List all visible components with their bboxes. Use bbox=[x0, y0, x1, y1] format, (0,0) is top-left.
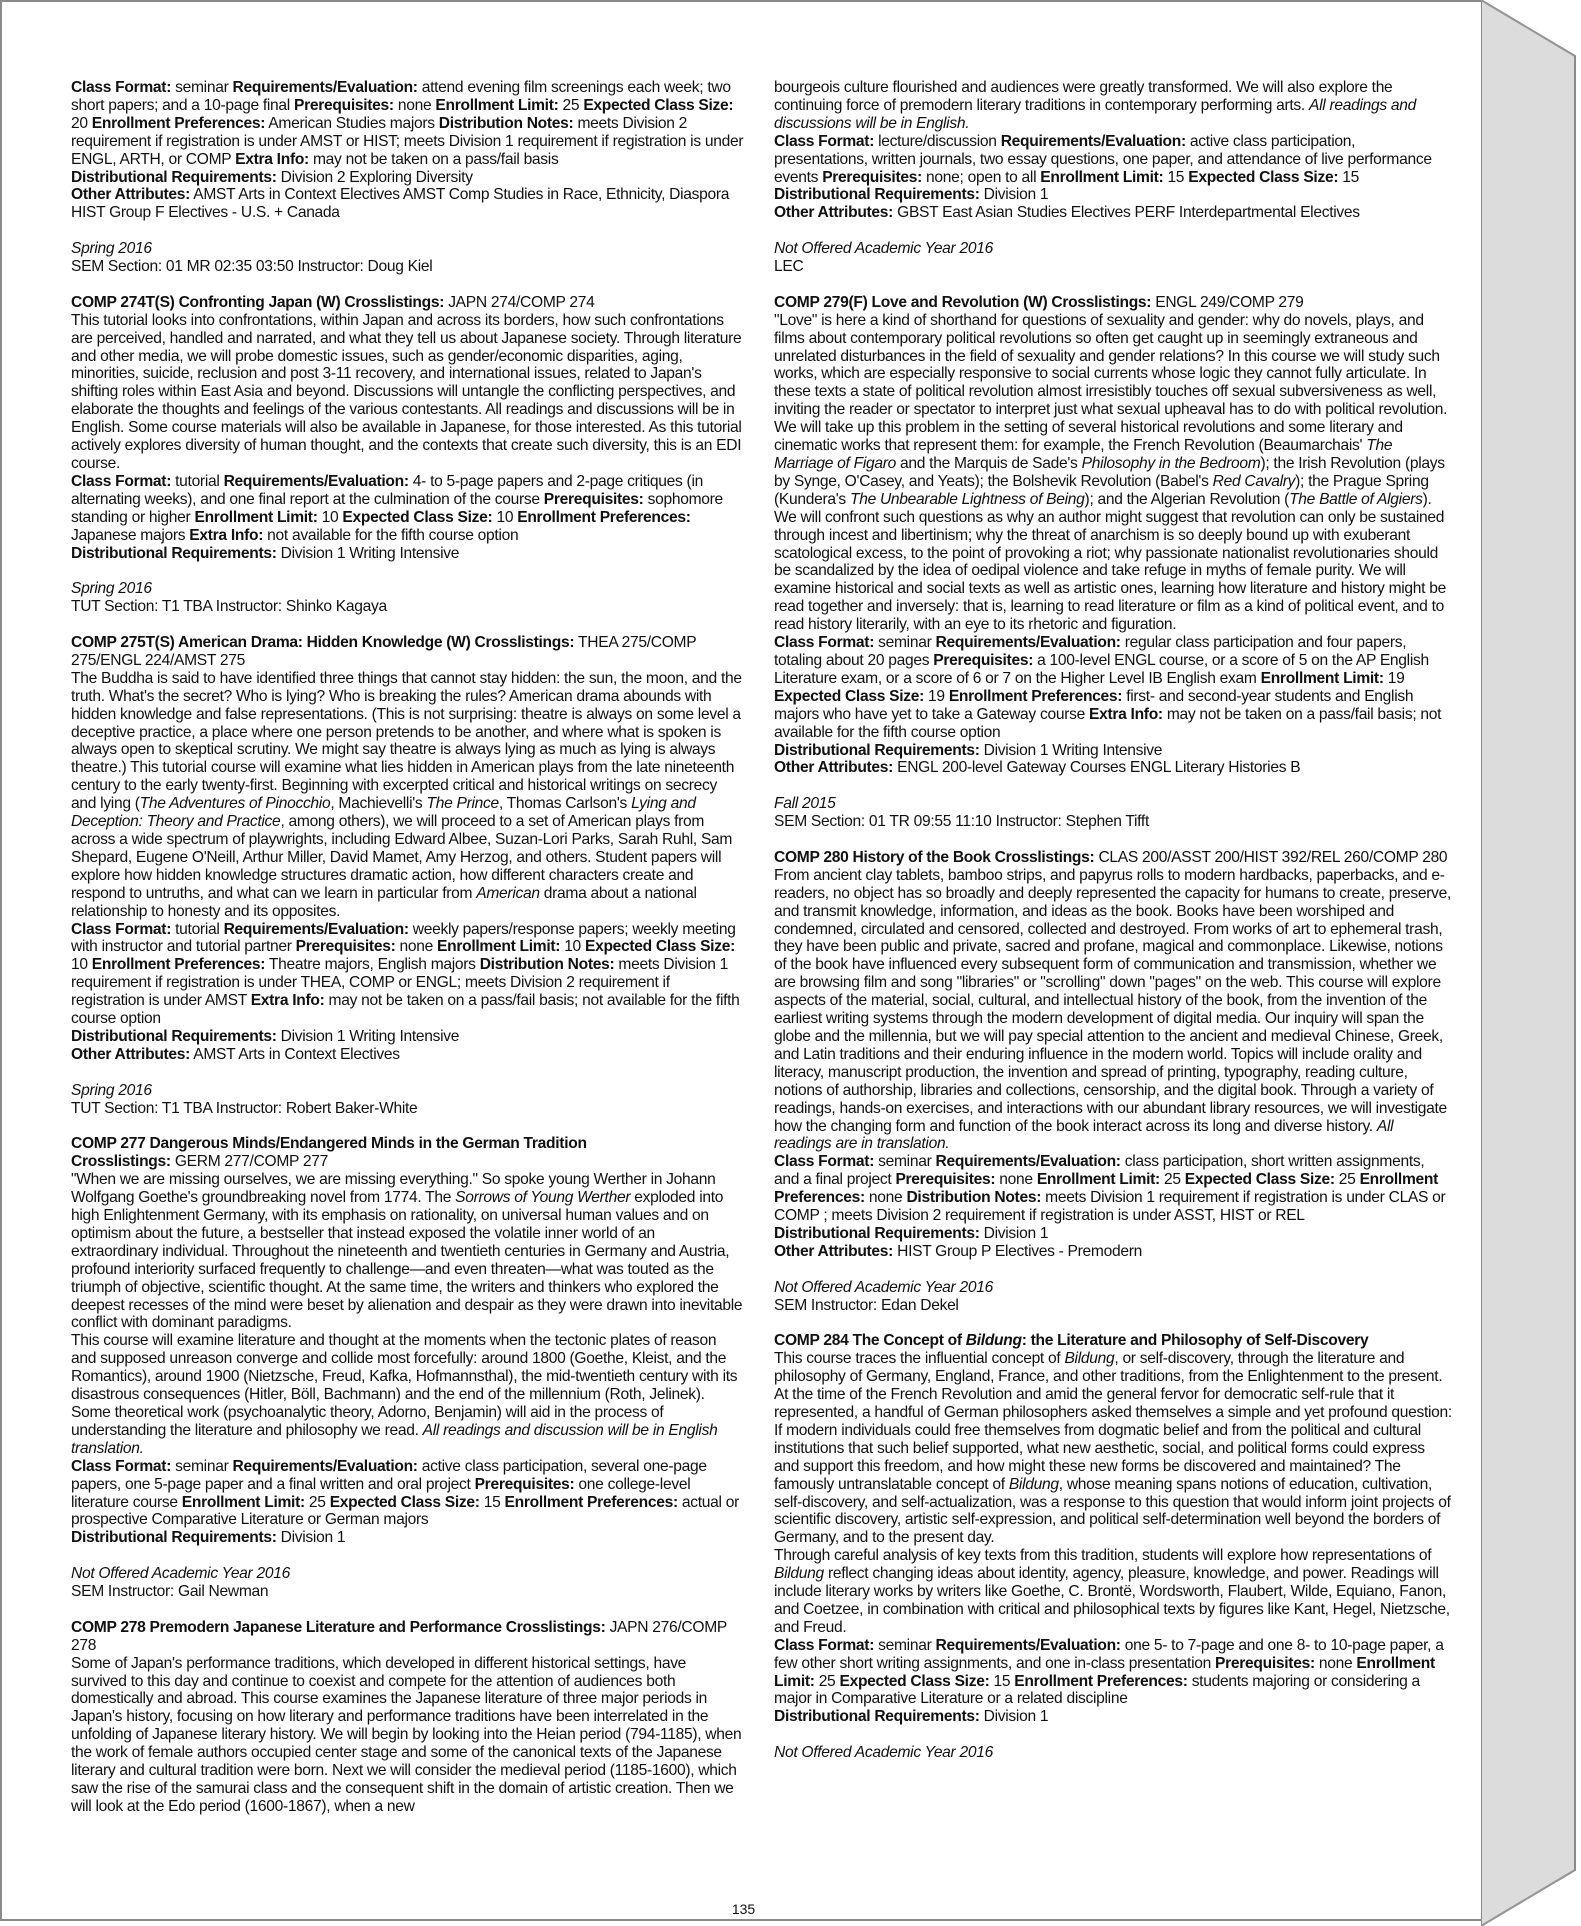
label-requirements: Requirements/Evaluation: bbox=[935, 634, 1121, 652]
label-distributional: Distributional Requirements: bbox=[774, 741, 980, 759]
section-line: SEM Instructor: Gail Newman bbox=[71, 1583, 269, 1601]
value-prerequisites: sophomore standing or higher bbox=[71, 490, 723, 526]
value-distribution-notes: meets Division 1 requirement if registration is under CLAS or COMP ; meets Division 2 requirement if registration is under ASST, HIST or REL bbox=[774, 1189, 1446, 1225]
value-distributional: Division 2 Exploring Diversity bbox=[276, 168, 473, 186]
description-text: , Machievelli's bbox=[330, 795, 427, 813]
attributes-line bbox=[71, 1046, 745, 1064]
value-requirements: class participation, short written assignments, and a final project bbox=[774, 1153, 1425, 1189]
label-extra-info: Extra Info: bbox=[189, 526, 264, 544]
value-requirements: weekly papers/response papers; weekly meeting with instructor and tutorial partner bbox=[71, 920, 736, 956]
description-text: , Thomas Carlson's bbox=[498, 795, 632, 813]
crosslistings-line bbox=[71, 1153, 745, 1171]
description-text: ); the Prague Spring (Kundera's bbox=[774, 472, 1429, 508]
description-text: , among others), we will proceed to a set of American plays from across a wide spectrum of playwrights, including Edward Albee, Suzan-Lori Parks, Sarah Ruhl, Sam Shepard, Eugene O'Neill, Arthur Miller, David Mamet, Amy Herzog, and others. Student papers will explore how hidden knowledge structures dramatic action, how different characters create and respond to untruths, and what can we learn in particular from bbox=[71, 813, 733, 902]
section-line: TUT Section: T1 TBA Instructor: Robert Baker-White bbox=[71, 1099, 418, 1117]
course-entry-comp-278 bbox=[71, 1619, 745, 1816]
distributional-line bbox=[71, 1028, 745, 1046]
value-expected-size: 15 bbox=[479, 1493, 505, 1511]
label-expected-size: Expected Class Size: bbox=[584, 938, 735, 956]
value-enrollment-limit: 25 bbox=[1159, 1171, 1185, 1189]
description-text: This course traces the influential concept of bbox=[774, 1350, 1065, 1368]
term: Spring 2016 bbox=[71, 580, 152, 598]
course-heading bbox=[774, 294, 1452, 312]
value-expected-size: 20 bbox=[71, 114, 92, 132]
italic-title: Philosophy in the Bedroom bbox=[1081, 455, 1261, 472]
course-title: COMP 275T(S) American Drama: Hidden Knowledge (W) Crosslistings: bbox=[71, 634, 575, 652]
value-enrollment-preferences: students majoring or considering a major in Comparative Literature or a related discipline bbox=[774, 1672, 1420, 1708]
label-enrollment-limit: Enrollment Limit: bbox=[181, 1493, 305, 1511]
course-title: COMP 280 History of the Book Crosslistings: bbox=[774, 848, 1095, 866]
value-prerequisites: none bbox=[395, 938, 438, 956]
description-text: drama about a national relationship to honesty and its opposites. bbox=[71, 884, 697, 920]
course-description: Some of Japan's performance traditions, which developed in different historical settings, have survived to this day and continue to coexist and compete for the attention of audiences both domestically and abroad. This course examines the Japanese literature of three major periods in Japan's history, focusing on how literary and performance traditions have been interrelated in the unfolding of Japanese literary history. We will begin by looking into the Heian period (794-1185), when the work of female authors occupied center stage and some of the canonical texts of the Japanese literary and cultural tradition were born. Next we will consider the medieval period (1185-1600), which saw the rise of the samurai class and the consequent shift in the domain of artistic creation. Then we will look at the Edo period (1600-1867), when a new bbox=[71, 1654, 742, 1815]
label-distributional: Distributional Requirements: bbox=[71, 544, 277, 562]
value-other-attributes: AMST Arts in Context Electives AMST Comp Studies in Race, Ethnicity, Diaspora HIST Group F Electives - U.S. + Canada bbox=[71, 186, 730, 222]
course-description: This tutorial looks into confrontations, within Japan and across its borders, how such confrontations are perceived, handled and narrated, and what they tell us about Japanese society. Through literature and other media, we will probe domestic issues, such as gender/economic disparities, aging, minorities, suicide, reclusion and post 3-11 recovery, and international issues, related to Japan's shifting roles within East Asia and beyond. Discussions will untangle the conflicting perspectives, and elaborate the thoughts and feelings of the various contestants. All readings and discussions will be in English. Some course materials will also be available in Japanese, for those interested. As this tutorial actively explores diversity of human thought, and the contexts that create such diversity, this is an EDI course. bbox=[71, 311, 742, 472]
label-enrollment-limit: Enrollment Limit: bbox=[435, 96, 559, 114]
value-class-format: tutorial bbox=[171, 920, 224, 938]
distributional-line bbox=[71, 169, 745, 187]
italic-term: Bildung bbox=[1008, 1475, 1059, 1493]
label-distributional: Distributional Requirements: bbox=[774, 1224, 980, 1242]
course-title: COMP 279(F) Love and Revolution (W) Crosslistings: bbox=[774, 293, 1152, 311]
course-heading bbox=[71, 1619, 745, 1655]
value-class-format: tutorial bbox=[171, 472, 224, 490]
course-heading bbox=[71, 634, 745, 670]
label-requirements: Requirements/Evaluation: bbox=[232, 79, 418, 96]
value-requirements: active class participation, several one-page papers, one 5-page paper and a final written and oral project bbox=[71, 1457, 707, 1493]
value-distributional: Division 1 bbox=[979, 186, 1049, 204]
value-other-attributes: ENGL 200-level Gateway Courses ENGL Literary Histories B bbox=[893, 759, 1301, 777]
course-title: COMP 278 Premodern Japanese Literature and Performance Crosslistings: bbox=[71, 1618, 606, 1636]
italic-title: The Prince bbox=[426, 795, 499, 813]
course-details bbox=[71, 473, 745, 545]
label-enrollment-preferences: Enrollment Preferences: bbox=[517, 508, 691, 526]
label-enrollment-preferences: Enrollment Preferences: bbox=[774, 1171, 1439, 1207]
label-distributional: Distributional Requirements: bbox=[71, 1529, 277, 1547]
value-expected-size: 15 bbox=[1338, 168, 1360, 186]
description-text: and the Marquis de Sade's bbox=[896, 455, 1082, 472]
section-info bbox=[774, 795, 1452, 831]
section-info bbox=[774, 1744, 1452, 1762]
section-info bbox=[774, 1279, 1452, 1315]
value-distributional: Division 1 bbox=[276, 1529, 346, 1547]
value-prerequisites: none bbox=[995, 1171, 1037, 1189]
value-enrollment-preferences: American Studies majors bbox=[265, 114, 439, 132]
value-requirements: active class participation, presentations, written journals, two essay questions, one paper, and attendance of live performance events bbox=[774, 132, 1432, 186]
section-line: LEC bbox=[774, 258, 804, 276]
term: Not Offered Academic Year 2016 bbox=[774, 1278, 993, 1296]
crosslistings: JAPN 276/COMP 278 bbox=[71, 1618, 727, 1654]
value-distributional: Division 1 bbox=[979, 1708, 1049, 1726]
course-details bbox=[774, 1153, 1452, 1225]
italic-title: American bbox=[476, 884, 540, 902]
distributional-line bbox=[774, 1225, 1452, 1243]
crosslistings: JAPN 274/COMP 274 bbox=[444, 293, 595, 311]
course-description bbox=[774, 1547, 1452, 1637]
value-requirements: one 5- to 7-page and one 8- to 10-page paper, a few other short writing assignments, and one in-class presentation bbox=[774, 1636, 1444, 1672]
label-prerequisites: Prerequisites: bbox=[822, 168, 922, 186]
label-enrollment-preferences: Enrollment Preferences: bbox=[91, 956, 266, 974]
value-class-format: seminar bbox=[171, 79, 233, 96]
value-other-attributes: HIST Group P Electives - Premodern bbox=[893, 1242, 1142, 1260]
course-description bbox=[774, 867, 1452, 1154]
label-class-format: Class Format: bbox=[71, 1457, 172, 1475]
label-enrollment-limit: Enrollment Limit: bbox=[194, 508, 318, 526]
label-extra-info: Extra Info: bbox=[235, 150, 309, 168]
section-line: SEM Section: 01 TR 09:55 11:10 Instructor: Stephen Tifft bbox=[774, 813, 1150, 831]
label-class-format: Class Format: bbox=[774, 1636, 875, 1654]
course-description bbox=[774, 1350, 1452, 1547]
course-entry-comp-279 bbox=[774, 294, 1452, 777]
label-other-attributes: Other Attributes: bbox=[774, 1242, 894, 1260]
label-expected-size: Expected Class Size: bbox=[1188, 168, 1339, 186]
course-description bbox=[774, 79, 1452, 133]
course-entry-comp-284 bbox=[774, 1332, 1452, 1726]
section-info bbox=[71, 580, 745, 616]
distributional-line bbox=[774, 742, 1452, 760]
italic-note: All readings and discussions will be in English. bbox=[774, 96, 1417, 132]
label-prerequisites: Prerequisites: bbox=[294, 96, 394, 114]
course-details bbox=[774, 634, 1452, 741]
section-info bbox=[71, 240, 745, 276]
label-enrollment-limit: Enrollment Limit: bbox=[437, 938, 561, 956]
section-info bbox=[71, 1565, 745, 1601]
description-text: ); the Irish Revolution (plays by Synge, O'Casey, and Yeats); the Bolshevik Revolution (Babel's bbox=[774, 455, 1445, 490]
label-distribution-notes: Distribution Notes: bbox=[479, 956, 615, 974]
value-class-format: seminar bbox=[874, 1636, 936, 1654]
label-requirements: Requirements/Evaluation: bbox=[935, 1636, 1121, 1654]
course-details bbox=[774, 1637, 1452, 1709]
title-italic: Bildung bbox=[965, 1332, 1022, 1350]
term: Not Offered Academic Year 2016 bbox=[774, 1744, 993, 1762]
description-text: From ancient clay tablets, bamboo strips, and papyrus rolls to modern hardbacks, paperbacks, and e-readers, no object has so broadly and deeply represented the capacity for humans to create, preserve, and transmit knowledge, information, and ideas as the book. Books have been worshiped and condemned, circulated and censored, collected and destroyed. From works of art to ephemeral trash, they have been public and private, sacred and profane, magical and commonplace. Likewise, notions of the book have influenced every subsequent form of communication and transmission, whether we are browsing film and song "libraries" or "scrolling" down "pages" on the web. This course will explore aspects of the material, social, cultural, and intellectual history of the book, from the invention of the earliest writing systems through the modern development of digital media. Our inquiry will span the globe and the millennia, but we will pay special attention to the ancient and medieval Chinese, Greek, and Latin traditions and their enduring influence in the modern world. Topics will include orality and literacy, manuscript production, the invention and spread of printing, typography, reading culture, notions of authorship, libraries and collections, censorship, and the digital book. Through a variety of readings, hands-on exercises, and interactions with our abundant library resources, we will investigate how the changing form and function of the book interact across its long and diverse history. bbox=[774, 866, 1452, 1135]
distributional-line bbox=[774, 186, 1452, 204]
value-expected-size: 10 bbox=[71, 956, 92, 974]
course-heading bbox=[774, 849, 1452, 867]
crosslistings: ENGL 249/COMP 279 bbox=[1151, 293, 1304, 311]
label-expected-size: Expected Class Size: bbox=[329, 1493, 480, 1511]
value-expected-size: 25 bbox=[1334, 1171, 1360, 1189]
label-distributional: Distributional Requirements: bbox=[71, 168, 277, 186]
value-prerequisites: one college-level literature course bbox=[71, 1475, 691, 1511]
label-prerequisites: Prerequisites: bbox=[543, 490, 644, 508]
italic-title: The Battle of Algiers bbox=[1289, 490, 1423, 508]
course-details bbox=[774, 133, 1452, 187]
distributional-line bbox=[71, 1529, 745, 1547]
description-text: This course will examine literature and thought at the moments when the tectonic plates of reason and supposed unreason converge and collide most forcefully: around 1800 (Goethe, Kleist, and the Romantics), around 1900 (Nietzsche, Freud, Kafka, Hofmannsthal), the mid-twentieth century with its disastrous consequences (Hitler, Böll, Bachmann) and the end of the millennium (Roth, Jelinek). Some theoretical work (psychoanalytic theory, Adorno, Benjamin) will aid in the process of understanding the literature and philosophy we read. bbox=[71, 1332, 738, 1439]
italic-note: All readings are in translation. bbox=[774, 1117, 1394, 1153]
value-enrollment-limit: 15 bbox=[1163, 168, 1189, 186]
label-requirements: Requirements/Evaluation: bbox=[1000, 132, 1186, 150]
course-entry-comp-275 bbox=[71, 634, 745, 1064]
label-enrollment-preferences: Enrollment Preferences: bbox=[948, 687, 1123, 705]
label-expected-size: Expected Class Size: bbox=[342, 508, 493, 526]
value-extra-info: may not be taken on a pass/fail basis bbox=[308, 150, 559, 168]
italic-term: Bildung bbox=[1064, 1350, 1115, 1368]
value-distributional: Division 1 Writing Intensive bbox=[979, 741, 1163, 759]
description-text: reflect changing ideas about identity, agency, pleasure, knowledge, and power. Readings will include literary works by writers like Goethe, C. Brontë, Wordsworth, Flaubert, Wilde, Equiano, Fanon, and Coetzee, in combination with critical and philosophical texts by figures like Kant, Hegel, Nietzsche, and Freud. bbox=[774, 1565, 1450, 1636]
value-enrollment-preferences: none bbox=[864, 1189, 907, 1207]
distributional-line bbox=[774, 1708, 1452, 1726]
crosslistings: CLAS 200/ASST 200/HIST 392/REL 260/COMP 280 bbox=[1094, 848, 1448, 866]
label-requirements: Requirements/Evaluation: bbox=[223, 920, 409, 938]
course-heading bbox=[71, 294, 745, 312]
label-enrollment-preferences: Enrollment Preferences: bbox=[504, 1493, 678, 1511]
description-text: bourgeois culture flourished and audiences were greatly transformed. We will also explore the continuing force of premodern literary traditions in contemporary performing arts. bbox=[774, 79, 1393, 114]
label-prerequisites: Prerequisites: bbox=[295, 938, 396, 956]
course-details bbox=[71, 921, 745, 1028]
italic-title: Sorrows of Young Werther bbox=[455, 1189, 631, 1207]
section-line: SEM Instructor: Edan Dekel bbox=[774, 1296, 959, 1314]
italic-note: All readings and discussion will be in English translation. bbox=[71, 1421, 718, 1457]
label-expected-size: Expected Class Size: bbox=[1184, 1171, 1335, 1189]
label-distributional: Distributional Requirements: bbox=[71, 1027, 277, 1045]
value-requirements: attend evening film screenings each week; two short papers; and a 10-page final bbox=[71, 79, 731, 114]
value-prerequisites: none bbox=[393, 96, 436, 114]
section-info bbox=[71, 1082, 745, 1118]
value-class-format: seminar bbox=[171, 1457, 233, 1475]
label-class-format: Class Format: bbox=[71, 472, 172, 490]
course-entry-comp-280 bbox=[774, 849, 1452, 1261]
course-title: COMP 274T(S) Confronting Japan (W) Crosslistings: bbox=[71, 293, 445, 311]
value-class-format: seminar bbox=[874, 634, 936, 652]
value-enrollment-limit: 10 bbox=[560, 938, 585, 956]
label-expected-size: Expected Class Size: bbox=[583, 96, 734, 114]
value-enrollment-preferences: actual or prospective Comparative Literature or German majors bbox=[71, 1493, 740, 1529]
value-distributional: Division 1 bbox=[979, 1224, 1049, 1242]
course-details bbox=[71, 1458, 745, 1530]
label-distributional: Distributional Requirements: bbox=[774, 186, 980, 204]
term: Fall 2015 bbox=[774, 795, 836, 813]
label-requirements: Requirements/Evaluation: bbox=[232, 1457, 418, 1475]
course-details-text bbox=[71, 79, 745, 169]
description-text: The Buddha is said to have identified three things that cannot stay hidden: the sun, the moon, and the truth. What's the secret? Who is lying? Who is breaking the rules? American drama abounds with hidden knowledge and false representations. (This is not surprising: theatre is always on some level a deceptive practice, a place where one person pretends to be another, and where what is spoken is always open to skeptical scrutiny. We might say theatre is always lying as much as lying is always theatre.) This tutorial course will examine what lies hidden in American plays from the late nineteenth century to the early twenty-first. Beginning with excerpted critical and historical writings on secrecy and lying ( bbox=[71, 669, 742, 813]
course-entry-comp-274 bbox=[71, 294, 745, 563]
label-extra-info: Extra Info: bbox=[250, 992, 325, 1010]
page-edge-bevel bbox=[1481, 0, 1581, 1926]
value-distributional: Division 1 Writing Intensive bbox=[276, 544, 460, 562]
label-class-format: Class Format: bbox=[774, 1153, 875, 1171]
label-expected-size: Expected Class Size: bbox=[774, 687, 925, 705]
course-details-continued bbox=[71, 79, 745, 222]
left-column bbox=[71, 79, 745, 1834]
italic-term: Bildung bbox=[774, 1565, 824, 1583]
value-prerequisites: none bbox=[1314, 1654, 1357, 1672]
distributional-line bbox=[71, 545, 745, 563]
page-edge-shape bbox=[1481, 0, 1581, 1926]
label-enrollment-preferences: Enrollment Preferences: bbox=[1014, 1672, 1188, 1690]
attributes-line bbox=[71, 186, 745, 222]
description-text: ). We will confront such questions as why an author might suggest that revolution can only be sustained through incest and libertinism; why the threat of anarchism is so deeply bound up with exuberant scatological excess, to the point of provoking a riot; why passionate nationalist revolutionaries should be scandalized by the idea of oedipal violence and take refuge in myths of female purity. We will examine historical and social texts as well as artistic ones, learning how literature and history might be read together and inversely: that is, learning to read literature or film as a kind of political event, and to read history literarily, with an eye to its rhetoric and figuration. bbox=[774, 490, 1446, 634]
value-other-attributes: AMST Arts in Context Electives bbox=[190, 1045, 400, 1063]
term: Not Offered Academic Year 2016 bbox=[774, 240, 993, 258]
value-distribution-notes: meets Division 2 requirement if registration is under AMST or HIST; meets Division 1 requirement if registration is under ENGL, ARTH, or COMP bbox=[71, 114, 744, 168]
value-extra-info: not available for the fifth course option bbox=[263, 526, 519, 544]
description-text: "Love" is here a kind of shorthand for questions of sexuality and gender: why do novels, plays, and films about contemporary political revolutions so often get caught up in seemingly extraneous and unrelated disturbances in the field of sexuality and gender relations? In this course we will study such works, which are especially responsive to social currents whose logic they cannot fully articulate. In these texts a state of political revolution almost irresistibly touches off sexual subversiveness as well, inviting the reader or spectator to interpret just what sexual upheaval has to do with political revolution. We will take up this problem in the setting of several historical revolutions and some literary and cinematic works that represent them: for example, the French Revolution (Beaumarchais' bbox=[774, 311, 1448, 455]
course-title bbox=[774, 1332, 1452, 1350]
description-text: ); and the Algerian Revolution ( bbox=[1084, 490, 1290, 508]
description-text: exploded into high Enlightenment Germany, with its emphasis on rationality, on universal human values and on optimism about the future, a bestseller that instead exposed the volatile inner world of an extraordinary individual. Throughout the nineteenth and twentieth centuries in Germany and Austria, profound interiority surfaced frequently to challenge—and even threaten—what was touted as the triumph of objective, scientific thought. At the same time, the writers and thinkers who explored the deepest recesses of the mind were beset by alienation and despair as they were drawn into inevitable conflict with dominant paradigms. bbox=[71, 1189, 743, 1332]
description-text: Through careful analysis of key texts from this tradition, students will explore how representations of bbox=[774, 1547, 1432, 1565]
title-text: : the Literature and Philosophy of Self-Discovery bbox=[1021, 1332, 1369, 1350]
label-distribution-notes: Distribution Notes: bbox=[438, 114, 574, 132]
attributes-line bbox=[774, 1243, 1452, 1261]
label-class-format: Class Format: bbox=[71, 920, 172, 938]
course-entry-comp-278-continued bbox=[774, 79, 1452, 222]
section-line: TUT Section: T1 TBA Instructor: Shinko Kagaya bbox=[71, 598, 387, 616]
value-distributional: Division 1 Writing Intensive bbox=[276, 1027, 460, 1045]
value-prerequisites: a 100-level ENGL course, or a score of 5 on the AP English Literature exam, or a score of 6 or 7 on the Higher Level IB English exam bbox=[774, 651, 1429, 687]
value-enrollment-preferences: Japanese majors bbox=[71, 526, 190, 544]
label-prerequisites: Prerequisites: bbox=[933, 651, 1034, 669]
value-expected-size: 15 bbox=[989, 1672, 1015, 1690]
label-class-format: Class Format: bbox=[774, 132, 875, 150]
label-other-attributes: Other Attributes: bbox=[774, 204, 894, 222]
label-distribution-notes: Distribution Notes: bbox=[906, 1189, 1042, 1207]
page-number: 135 bbox=[731, 1901, 756, 1917]
crosslistings-label: Crosslistings: bbox=[71, 1153, 171, 1171]
value-requirements: 4- to 5-page papers and 2-page critiques (in alternating weeks), and one final report at the culmination of the course bbox=[71, 472, 703, 508]
label-class-format: Class Format: bbox=[71, 79, 172, 96]
section-info bbox=[774, 240, 1452, 276]
description-text: "When we are missing ourselves, we are missing everything." So spoke young Werther in Johann Wolfgang Goethe's groundbreaking novel from 1774. The bbox=[71, 1171, 716, 1207]
page-edge-face bbox=[1481, 0, 1575, 1926]
label-other-attributes: Other Attributes: bbox=[774, 759, 894, 777]
value-requirements: regular class participation and four papers, totaling about 20 pages bbox=[774, 634, 1407, 669]
value-enrollment-preferences: first- and second-year students and English majors who have yet to take a Gateway course bbox=[774, 687, 1414, 723]
course-description bbox=[71, 1332, 745, 1457]
label-prerequisites: Prerequisites: bbox=[1215, 1654, 1315, 1672]
term: Spring 2016 bbox=[71, 1081, 152, 1099]
label-extra-info: Extra Info: bbox=[1089, 705, 1163, 723]
course-description bbox=[71, 1171, 745, 1332]
right-column bbox=[774, 79, 1452, 1780]
label-requirements: Requirements/Evaluation: bbox=[935, 1153, 1121, 1171]
value-extra-info: may not be taken on a pass/fail basis; not available for the fifth course option bbox=[71, 992, 740, 1028]
label-enrollment-limit: Enrollment Limit: bbox=[1036, 1171, 1160, 1189]
value-other-attributes: GBST East Asian Studies Electives PERF Interdepartmental Electives bbox=[893, 204, 1360, 222]
italic-title: The Adventures of Pinocchio bbox=[139, 795, 331, 813]
label-enrollment-limit: Enrollment Limit: bbox=[774, 1654, 1435, 1690]
value-expected-size: 10 bbox=[492, 508, 518, 526]
label-expected-size: Expected Class Size: bbox=[839, 1672, 990, 1690]
crosslistings: THEA 275/COMP 275/ENGL 224/AMST 275 bbox=[71, 634, 697, 669]
label-enrollment-limit: Enrollment Limit: bbox=[1260, 669, 1384, 687]
title-text: COMP 284 The Concept of bbox=[774, 1332, 966, 1350]
crosslistings: GERM 277/COMP 277 bbox=[170, 1153, 329, 1171]
description-text: , or self-discovery, through the literature and philosophy of Germany, England, France, and other traditions, from the Enlightenment to the present. At the time of the French Revolution and amid the general fervor for democratic self-rule that it represented, a handful of German philosophers asked themselves a simple and yet profound question: If modern individuals could free themselves from dogmatic belief and from the political and cultural institutions that such belief supported, what new aesthetic, social, and political forms could express and support this freedom, and how might these new forms be discovered and maintained? The famously untranslatable concept of bbox=[774, 1350, 1452, 1493]
value-distribution-notes: meets Division 1 requirement if registration is under THEA, COMP or ENGL; meets Division 2 requirement if registration is under AMST bbox=[71, 956, 728, 1010]
label-enrollment-limit: Enrollment Limit: bbox=[1040, 168, 1164, 186]
course-description bbox=[71, 670, 745, 921]
italic-title: Red Cavalry bbox=[1212, 472, 1296, 490]
value-class-format: seminar bbox=[874, 1153, 936, 1171]
label-enrollment-preferences: Enrollment Preferences: bbox=[91, 114, 266, 132]
value-enrollment-limit: 10 bbox=[317, 508, 343, 526]
italic-title: The Marriage of Figaro bbox=[774, 437, 1393, 472]
course-description bbox=[774, 312, 1452, 634]
italic-title: The Unbearable Lightness of Being bbox=[849, 490, 1085, 508]
course-entry-comp-277 bbox=[71, 1135, 745, 1547]
value-enrollment-preferences: Theatre majors, English majors bbox=[265, 956, 480, 974]
value-expected-size: 19 bbox=[924, 687, 949, 705]
label-class-format: Class Format: bbox=[774, 634, 875, 652]
value-enrollment-limit: 25 bbox=[304, 1493, 330, 1511]
value-enrollment-limit: 19 bbox=[1383, 669, 1405, 687]
label-other-attributes: Other Attributes: bbox=[71, 1045, 191, 1063]
description-text: , whose meaning spans notions of education, cultivation, self-discovery, and self-actualization, was a response to this question that would inform joint projects of scientific discovery, artistic self-expression, and political self-determination well beyond the borders of Germany, and to the present day. bbox=[774, 1475, 1451, 1547]
section-line: SEM Section: 01 MR 02:35 03:50 Instructor: Doug Kiel bbox=[71, 258, 433, 276]
value-class-format: lecture/discussion bbox=[874, 132, 1001, 150]
label-other-attributes: Other Attributes: bbox=[71, 186, 191, 204]
term: Spring 2016 bbox=[71, 240, 152, 258]
term: Not Offered Academic Year 2016 bbox=[71, 1565, 290, 1583]
value-enrollment-limit: 25 bbox=[814, 1672, 840, 1690]
value-enrollment-limit: 25 bbox=[558, 96, 584, 114]
italic-title: Lying and Deception: Theory and Practice bbox=[71, 795, 696, 831]
value-extra-info: may not be taken on a pass/fail basis; not available for the fifth course option bbox=[774, 705, 1442, 741]
course-title: COMP 277 Dangerous Minds/Endangered Minds in the German Tradition bbox=[71, 1135, 587, 1153]
attributes-line bbox=[774, 204, 1452, 222]
value-prerequisites: none; open to all bbox=[922, 168, 1041, 186]
label-distributional: Distributional Requirements: bbox=[774, 1708, 980, 1726]
label-prerequisites: Prerequisites: bbox=[895, 1171, 996, 1189]
label-requirements: Requirements/Evaluation: bbox=[223, 472, 409, 490]
attributes-line bbox=[774, 759, 1452, 777]
label-prerequisites: Prerequisites: bbox=[474, 1475, 575, 1493]
